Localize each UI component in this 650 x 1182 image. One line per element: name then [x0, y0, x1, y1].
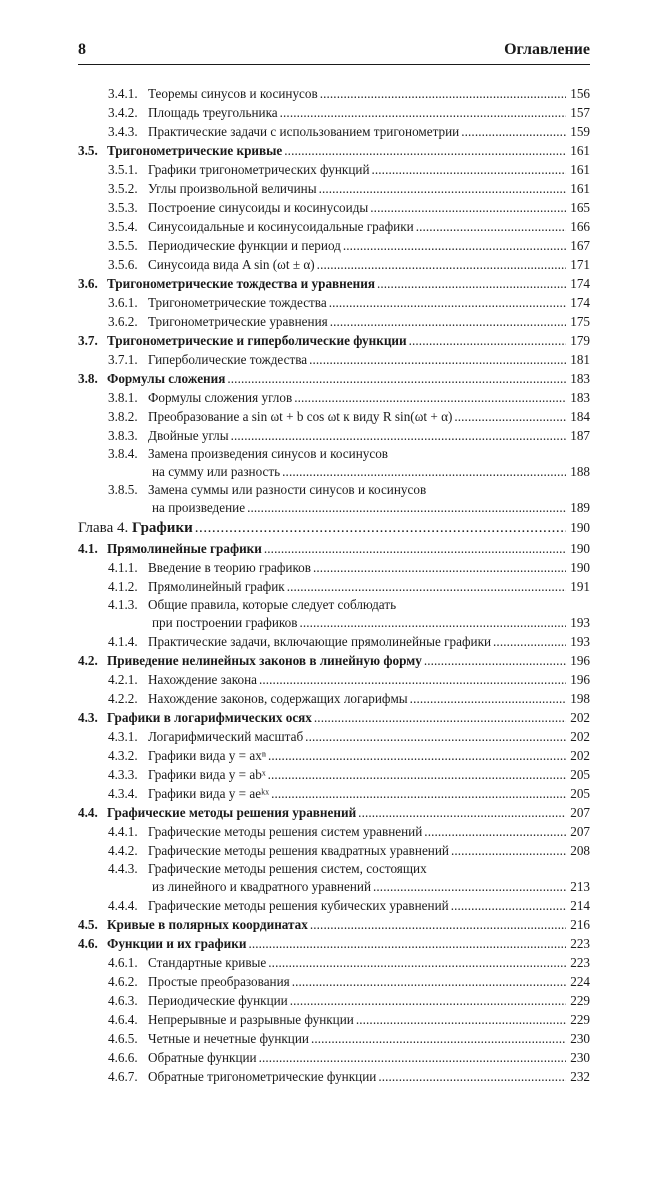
- dot-leader: [248, 934, 566, 953]
- toc-entry-continuation[interactable]: [78, 877, 590, 896]
- entry-page: 196: [570, 653, 590, 668]
- entry-number: 3.5.6.: [108, 257, 138, 272]
- entry-title: Функции и их графики: [107, 936, 247, 951]
- dot-leader: [309, 350, 566, 369]
- dot-leader: [409, 331, 566, 350]
- toc-entry[interactable]: [78, 445, 590, 462]
- entry-title: Графики тригонометрических функций: [148, 162, 370, 177]
- toc-entry[interactable]: [78, 426, 590, 445]
- dot-leader: [424, 651, 566, 670]
- entry-number: 4.3.1.: [108, 729, 138, 744]
- entry-title: Графики: [131, 520, 193, 536]
- entry-title: Логарифмический масштаб: [148, 729, 304, 744]
- entry-title: Введение в теорию графиков: [148, 560, 312, 575]
- dot-leader: [330, 312, 566, 331]
- entry-page: 175: [570, 314, 590, 329]
- entry-number: 3.7.: [78, 333, 98, 348]
- dot-leader: [282, 462, 566, 481]
- dot-leader: [314, 708, 566, 727]
- toc-entry[interactable]: [78, 577, 590, 596]
- entry-page: 213: [570, 879, 590, 894]
- entry-title: Площадь треугольника: [148, 105, 278, 120]
- toc-entry[interactable]: [78, 217, 590, 236]
- entry-number: 4.1.1.: [108, 560, 138, 575]
- toc-entry[interactable]: [78, 727, 590, 746]
- dot-leader: [305, 727, 566, 746]
- entry-number: 4.3.4.: [108, 786, 138, 801]
- entry-number: 3.6.1.: [108, 295, 138, 310]
- entry-title: Стандартные кривые: [148, 955, 267, 970]
- entry-page: 166: [570, 219, 590, 234]
- toc-chapter[interactable]: [78, 517, 590, 539]
- entry-number: 4.2.2.: [108, 691, 138, 706]
- entry-number: 4.3.2.: [108, 748, 138, 763]
- entry-page: 223: [570, 936, 590, 951]
- entry-page: 207: [570, 805, 590, 820]
- dot-leader: [373, 877, 566, 896]
- toc-entry[interactable]: [78, 670, 590, 689]
- dot-leader: [227, 369, 566, 388]
- entry-number: 3.5.5.: [108, 238, 138, 253]
- entry-number: 4.6.: [78, 936, 98, 951]
- entry-number: 3.8.2.: [108, 409, 138, 424]
- entry-page: 230: [570, 1050, 590, 1065]
- entry-page: 207: [570, 824, 590, 839]
- entry-title-continuation: при построении графиков: [152, 615, 298, 630]
- entry-number: 3.8.4.: [108, 446, 138, 461]
- entry-title: Графические методы решения кубических уравнений: [148, 898, 449, 913]
- dot-leader: [410, 689, 566, 708]
- dot-leader: [259, 1048, 566, 1067]
- entry-page: 174: [570, 295, 590, 310]
- toc-section[interactable]: [78, 539, 590, 558]
- entry-number: 4.5.: [78, 917, 98, 932]
- entry-number: 4.4.4.: [108, 898, 138, 913]
- entry-title: Тригонометрические и гиперболические функции: [107, 333, 407, 348]
- entry-page: 161: [570, 162, 590, 177]
- toc-entry[interactable]: [78, 953, 590, 972]
- entry-page: 232: [570, 1069, 590, 1084]
- entry-page: 183: [570, 390, 590, 405]
- entry-title: Графики вида y = abˣ: [148, 767, 266, 782]
- entry-title: Замена суммы или разности синусов и косинусов: [148, 482, 427, 497]
- entry-page: 189: [570, 500, 590, 515]
- dot-leader: [416, 217, 566, 236]
- dot-leader: [247, 498, 566, 517]
- entry-title: Приведение нелинейных законов в линейную форму: [107, 653, 422, 668]
- entry-title: Графики в логарифмических осях: [107, 710, 312, 725]
- entry-page: 190: [570, 541, 590, 556]
- toc-entry-continuation[interactable]: [78, 613, 590, 632]
- toc-entry[interactable]: [78, 388, 590, 407]
- entry-title: Тригонометрические тождества и уравнения: [107, 276, 375, 291]
- entry-title: Синусоида вида A sin (ωt ± α): [148, 257, 315, 272]
- entry-number: 4.6.7.: [108, 1069, 138, 1084]
- entry-page: 230: [570, 1031, 590, 1046]
- entry-page: 202: [570, 748, 590, 763]
- chapter-label: Глава 4.: [78, 520, 129, 536]
- entry-number: 4.3.: [78, 710, 98, 725]
- entry-number: 3.8.: [78, 371, 98, 386]
- entry-page: 184: [570, 409, 590, 424]
- entry-page: 161: [570, 181, 590, 196]
- entry-title: Четные и нечетные функции: [148, 1031, 309, 1046]
- entry-page: 190: [570, 560, 590, 575]
- entry-title: Формулы сложения углов: [148, 390, 293, 405]
- dot-leader: [377, 274, 566, 293]
- toc-entry-continuation[interactable]: [78, 498, 590, 517]
- toc-section[interactable]: [78, 331, 590, 350]
- entry-title: Графические методы решения уравнений: [107, 805, 357, 820]
- entry-page: 196: [570, 672, 590, 687]
- page-header: [78, 38, 590, 65]
- entry-page: 202: [570, 729, 590, 744]
- entry-page: 179: [570, 333, 590, 348]
- toc-entry[interactable]: [78, 179, 590, 198]
- toc-entry[interactable]: [78, 236, 590, 255]
- entry-number: 3.4.1.: [108, 86, 138, 101]
- entry-page: 157: [570, 105, 590, 120]
- entry-number: 4.1.: [78, 541, 98, 556]
- entry-number: 3.5.2.: [108, 181, 138, 196]
- entry-number: 3.5.3.: [108, 200, 138, 215]
- entry-title: Кривые в полярных координатах: [107, 917, 308, 932]
- dot-leader: [372, 160, 567, 179]
- dot-leader: [451, 841, 566, 860]
- toc-entry[interactable]: [78, 1067, 590, 1086]
- toc-entry[interactable]: [78, 1048, 590, 1067]
- entry-number: 3.4.3.: [108, 124, 138, 139]
- dot-leader: [231, 426, 566, 445]
- entry-title: Двойные углы: [148, 428, 229, 443]
- entry-number: 4.2.: [78, 653, 98, 668]
- running-title: Оглавление: [504, 41, 590, 58]
- dot-leader: [268, 953, 566, 972]
- dot-leader: [259, 670, 566, 689]
- entry-title: Общие правила, которые следует соблюдать: [148, 597, 397, 612]
- entry-title: Прямолинейные графики: [107, 541, 262, 556]
- dot-leader: [454, 407, 566, 426]
- dot-leader: [356, 1010, 566, 1029]
- toc-entry[interactable]: [78, 558, 590, 577]
- entry-number: 4.4.3.: [108, 861, 138, 876]
- entry-title: Практические задачи, включающие прямолинейные графики: [148, 634, 492, 649]
- entry-title-continuation: на произведение: [152, 500, 246, 515]
- entry-number: 3.8.1.: [108, 390, 138, 405]
- entry-page: 167: [570, 238, 590, 253]
- entry-title: Замена произведения синусов и косинусов: [148, 446, 389, 461]
- toc-section[interactable]: [78, 708, 590, 727]
- entry-number: 4.4.: [78, 805, 98, 820]
- entry-page: 165: [570, 200, 590, 215]
- entry-page: 161: [570, 143, 590, 158]
- entry-page: 208: [570, 843, 590, 858]
- entry-title: Графические методы решения квадратных уравнений: [148, 843, 449, 858]
- dot-leader: [370, 198, 566, 217]
- entry-number: 4.2.1.: [108, 672, 138, 687]
- entry-page: 193: [570, 615, 590, 630]
- toc-section[interactable]: [78, 934, 590, 953]
- dot-leader: [280, 103, 566, 122]
- dot-leader: [343, 236, 566, 255]
- entry-number: 3.4.2.: [108, 105, 138, 120]
- entry-page: 214: [570, 898, 590, 913]
- entry-page: 156: [570, 86, 590, 101]
- entry-title: Периодические функции и период: [148, 238, 341, 253]
- entry-title: Обратные тригонометрические функции: [148, 1069, 377, 1084]
- entry-title: Графики вида y = axⁿ: [148, 748, 266, 763]
- entry-page: 171: [570, 257, 590, 272]
- entry-title: Тригонометрические кривые: [107, 143, 283, 158]
- entry-title: Прямолинейный график: [148, 579, 285, 594]
- toc-entry[interactable]: [78, 198, 590, 217]
- entry-title: Графические методы решения систем уравнений: [148, 824, 423, 839]
- dot-leader: [319, 179, 566, 198]
- entry-page: 198: [570, 691, 590, 706]
- toc-section[interactable]: [78, 803, 590, 822]
- entry-title-continuation: на сумму или разность: [152, 464, 281, 479]
- toc-entry[interactable]: [78, 822, 590, 841]
- toc-entry[interactable]: [78, 991, 590, 1010]
- entry-page: 188: [570, 464, 590, 479]
- entry-number: 3.7.1.: [108, 352, 138, 367]
- dot-leader: [424, 822, 566, 841]
- dot-leader: [493, 632, 566, 651]
- entry-page: 187: [570, 428, 590, 443]
- entry-number: 4.4.1.: [108, 824, 138, 839]
- dot-leader: [329, 293, 566, 312]
- entry-page: 193: [570, 634, 590, 649]
- entry-title: Нахождение законов, содержащих логарифмы: [148, 691, 408, 706]
- toc-entry[interactable]: [78, 596, 590, 613]
- table-of-contents: [78, 84, 590, 1086]
- entry-title: Практические задачи с использованием тригонометрии: [148, 124, 460, 139]
- toc-entry[interactable]: [78, 122, 590, 141]
- entry-title: Непрерывные и разрывные функции: [148, 1012, 354, 1027]
- toc-entry[interactable]: [78, 1010, 590, 1029]
- toc-entry[interactable]: [78, 255, 590, 274]
- dot-leader: [313, 558, 566, 577]
- dot-leader: [294, 388, 566, 407]
- entry-page: 174: [570, 276, 590, 291]
- toc-entry[interactable]: [78, 293, 590, 312]
- entry-number: 4.6.4.: [108, 1012, 138, 1027]
- entry-number: 4.6.3.: [108, 993, 138, 1008]
- dot-leader: [268, 765, 566, 784]
- entry-number: 4.6.6.: [108, 1050, 138, 1065]
- entry-page: 159: [570, 124, 590, 139]
- dot-leader: [451, 896, 566, 915]
- entry-page: 183: [570, 371, 590, 386]
- entry-page: 224: [570, 974, 590, 989]
- toc-entry[interactable]: [78, 746, 590, 765]
- dot-leader: [310, 915, 566, 934]
- toc-section[interactable]: [78, 651, 590, 670]
- dot-leader: [271, 784, 566, 803]
- entry-title: Графики вида y = aeᵏˣ: [148, 786, 270, 801]
- entry-number: 3.6.: [78, 276, 98, 291]
- entry-number: 4.1.3.: [108, 597, 138, 612]
- entry-number: 3.6.2.: [108, 314, 138, 329]
- entry-number: 4.6.1.: [108, 955, 138, 970]
- toc-entry[interactable]: [78, 160, 590, 179]
- entry-title: Графические методы решения систем, состоящих: [148, 861, 427, 876]
- toc-entry[interactable]: [78, 312, 590, 331]
- entry-page: 202: [570, 710, 590, 725]
- dot-leader: [320, 84, 566, 103]
- dot-leader: [290, 991, 566, 1010]
- dot-leader: [264, 539, 566, 558]
- toc-entry[interactable]: [78, 1029, 590, 1048]
- toc-entry[interactable]: [78, 860, 590, 877]
- entry-page: 205: [570, 767, 590, 782]
- toc-section[interactable]: [78, 915, 590, 934]
- entry-page: 181: [570, 352, 590, 367]
- entry-title: Периодические функции: [148, 993, 288, 1008]
- entry-number: 4.4.2.: [108, 843, 138, 858]
- toc-entry[interactable]: [78, 632, 590, 651]
- toc-entry[interactable]: [78, 841, 590, 860]
- dot-leader: [268, 746, 566, 765]
- entry-number: 3.5.4.: [108, 219, 138, 234]
- entry-title: Нахождение закона: [148, 672, 257, 687]
- entry-number: 4.1.4.: [108, 634, 138, 649]
- toc-section[interactable]: [78, 141, 590, 160]
- dot-leader: [284, 141, 566, 160]
- dot-leader: [317, 255, 566, 274]
- entry-title: Синусоидальные и косинусоидальные графики: [148, 219, 414, 234]
- entry-page: 223: [570, 955, 590, 970]
- entry-page: 190: [570, 520, 590, 535]
- toc-entry[interactable]: [78, 784, 590, 803]
- entry-number: 4.3.3.: [108, 767, 138, 782]
- entry-page: 229: [570, 993, 590, 1008]
- entry-page: 229: [570, 1012, 590, 1027]
- toc-entry[interactable]: [78, 350, 590, 369]
- toc-entry[interactable]: [78, 896, 590, 915]
- entry-title: Формулы сложения: [107, 371, 226, 386]
- toc-entry-continuation[interactable]: [78, 462, 590, 481]
- entry-title: Построение синусоиды и косинусоиды: [148, 200, 369, 215]
- toc-entry[interactable]: [78, 765, 590, 784]
- entry-page: 205: [570, 786, 590, 801]
- entry-number: 3.5.: [78, 143, 98, 158]
- dot-leader: [195, 517, 566, 539]
- entry-number: 3.8.3.: [108, 428, 138, 443]
- toc-section[interactable]: [78, 274, 590, 293]
- entry-number: 3.8.5.: [108, 482, 138, 497]
- entry-number: 4.6.5.: [108, 1031, 138, 1046]
- toc-section[interactable]: [78, 369, 590, 388]
- entry-number: 4.1.2.: [108, 579, 138, 594]
- entry-title: Тригонометрические тождества: [148, 295, 327, 310]
- entry-title: Простые преобразования: [148, 974, 290, 989]
- entry-page: 216: [570, 917, 590, 932]
- dot-leader: [358, 803, 566, 822]
- entry-page: 191: [570, 579, 590, 594]
- entry-title: Преобразование a sin ωt + b cos ωt к виду R sin(ωt + α): [148, 409, 453, 424]
- entry-title: Гиперболические тождества: [148, 352, 308, 367]
- toc-entry[interactable]: [78, 689, 590, 708]
- dot-leader: [287, 577, 566, 596]
- entry-title-continuation: из линейного и квадратного уравнений: [152, 879, 372, 894]
- entry-title: Тригонометрические уравнения: [148, 314, 328, 329]
- dot-leader: [378, 1067, 566, 1086]
- toc-entry[interactable]: [78, 972, 590, 991]
- toc-entry[interactable]: [78, 481, 590, 498]
- entry-title: Углы произвольной величины: [148, 181, 317, 196]
- dot-leader: [461, 122, 566, 141]
- entry-title: Обратные функции: [148, 1050, 257, 1065]
- dot-leader: [311, 1029, 566, 1048]
- entry-number: 3.5.1.: [108, 162, 138, 177]
- dot-leader: [292, 972, 566, 991]
- toc-entry[interactable]: [78, 84, 590, 103]
- toc-entry[interactable]: [78, 103, 590, 122]
- toc-entry[interactable]: [78, 407, 590, 426]
- entry-number: 4.6.2.: [108, 974, 138, 989]
- dot-leader: [299, 613, 566, 632]
- page-number: 8: [78, 41, 86, 58]
- entry-title: Теоремы синусов и косинусов: [148, 86, 318, 101]
